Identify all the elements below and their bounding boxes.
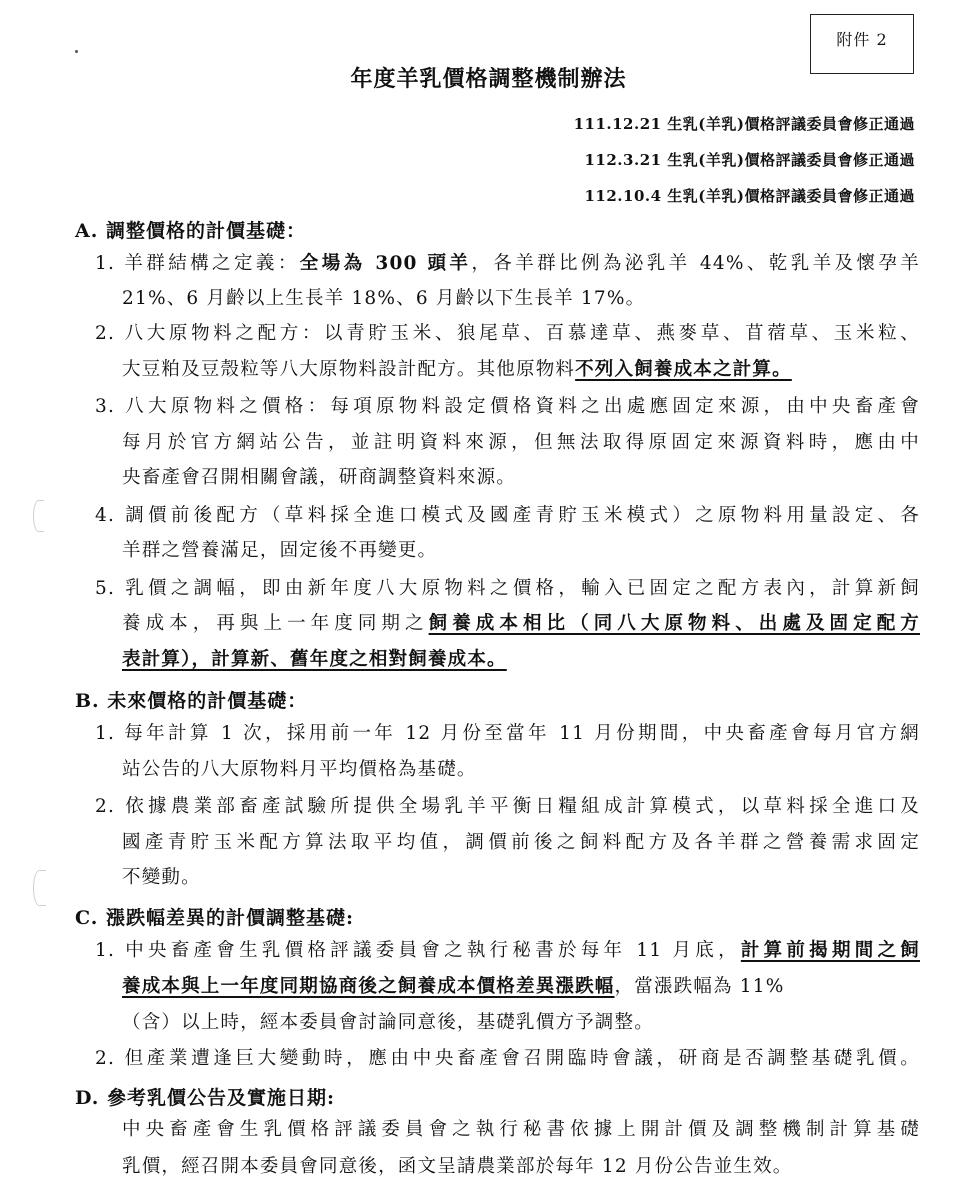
- paragraph-line: [95, 940, 920, 962]
- item-text: ，各羊群比例為泌乳羊 44%、乾乳羊及懷孕羊: [471, 253, 921, 274]
- paragraph-line: 2. 但產業遭逢巨大變動時，應由中央畜產會召開臨時會議，研商是否調整基礎乳價。: [95, 1048, 920, 1069]
- paragraph-line: 站公告的八大原物料月平均價格為基礎。: [122, 759, 477, 780]
- paragraph-line: [122, 649, 920, 671]
- paragraph-line: [95, 253, 920, 275]
- emphasis-underlined-text: 飼養成本相比（同八大原物料、出處及固定配方: [428, 613, 921, 634]
- paragraph-line: 乳價，經召開本委員會同意後，函文呈請農業部於每年 12 月份公告並生效。: [122, 1156, 793, 1177]
- item-text: 1. 中央畜產會生乳價格評議委員會之執行秘書於每年 11 月底，: [95, 940, 741, 961]
- paragraph-line: 3. 八大原物料之價格：每項原物料設定價格資料之出處應固定來源，由中央畜產會: [95, 396, 920, 417]
- emphasis-underlined-text: 養成本與上一年度同期協商後之飼養成本價格差異漲跌幅: [122, 976, 615, 997]
- paragraph-line: 每月於官方網站公告，並註明資料來源，但無法取得原固定來源資料時，應由中: [122, 432, 920, 453]
- scan-mark: [33, 870, 46, 906]
- scan-speck: [75, 50, 78, 53]
- emphasis-underlined-text: 表計算），計算新、舊年度之相對飼養成本。: [122, 649, 507, 670]
- amendment-note: 112.3.21 生乳(羊乳)價格評議委員會修正通過: [584, 151, 915, 169]
- paragraph-line: （含）以上時，經本委員會討論同意後，基礎乳價方予調整。: [122, 1012, 654, 1033]
- attachment-label: 附件 2: [810, 14, 914, 74]
- emphasis-text: 全場為 300 頭羊: [299, 253, 472, 274]
- scan-mark: [33, 500, 44, 532]
- paragraph-line: 2. 八大原物料之配方：以青貯玉米、狼尾草、百慕達草、燕麥草、苜蓿草、玉米粒、: [95, 323, 920, 344]
- paragraph-line: [122, 359, 920, 381]
- emphasis-underlined-text: 計算前揭期間之飼: [740, 940, 920, 961]
- paragraph-line: 5. 乳價之調幅，即由新年度八大原物料之價格，輸入已固定之配方表內，計算新飼: [95, 578, 920, 599]
- section-heading-c: C. 漲跌幅差異的計價調整基礎:: [75, 907, 355, 929]
- paragraph-line: 1. 每年計算 1 次，採用前一年 12 月份至當年 11 月份期間，中央畜產會每月官方網: [95, 723, 920, 744]
- item-text: 大豆粕及豆殼粒等八大原物料設計配方。其他原物料: [122, 359, 576, 380]
- paragraph-line: 中央畜產會生乳價格評議委員會之執行秘書依據上開計價及調整機制計算基礎: [122, 1119, 920, 1140]
- paragraph-line: [122, 976, 920, 998]
- paragraph-line: 不變動。: [122, 867, 201, 888]
- emphasis-underlined-text: 不列入飼養成本之計算。: [575, 359, 792, 380]
- paragraph-line: [122, 613, 920, 635]
- item-text: ，當漲跌幅為 11%: [614, 976, 785, 997]
- section-heading-d: D. 參考乳價公告及實施日期:: [75, 1087, 336, 1109]
- section-heading-b: B. 未來價格的計價基礎：: [75, 690, 308, 712]
- section-heading-a: A. 調整價格的計價基礎：: [75, 220, 306, 242]
- item-text: 1. 羊群結構之定義：: [95, 253, 300, 274]
- paragraph-line: 4. 調價前後配方（草料採全進口模式及國產青貯玉米模式）之原物料用量設定、各: [95, 505, 920, 526]
- paragraph-line: 21%、6 月齡以上生長羊 18%、6 月齡以下生長羊 17%。: [122, 288, 646, 309]
- paragraph-line: 國產青貯玉米配方算法取平均值，調價前後之飼料配方及各羊群之營養需求固定: [122, 832, 920, 853]
- paragraph-line: 羊群之營養滿足，固定後不再變更。: [122, 540, 438, 561]
- amendment-note: 112.10.4 生乳(羊乳)價格評議委員會修正通過: [584, 187, 915, 205]
- paragraph-line: 2. 依據農業部畜產試驗所提供全場乳羊平衡日糧組成計算模式，以草料採全進口及: [95, 796, 920, 817]
- paragraph-line: 央畜產會召開相關會議，研商調整資料來源。: [122, 467, 517, 488]
- amendment-note: 111.12.21 生乳(羊乳)價格評議委員會修正通過: [573, 115, 915, 133]
- document-title: 年度羊乳價格調整機制辦法: [350, 66, 627, 92]
- item-text: 養成本，再與上一年度同期之: [122, 613, 429, 634]
